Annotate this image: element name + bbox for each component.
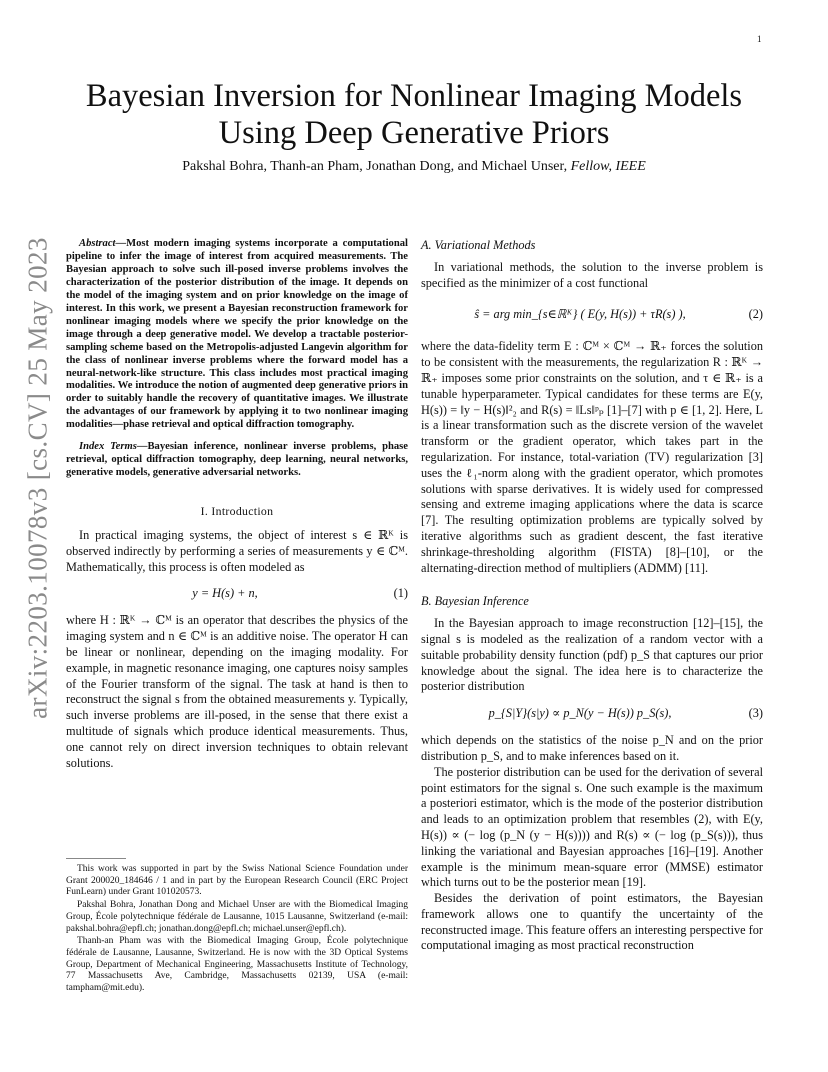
page-number: 1 xyxy=(757,34,762,44)
index-terms-text: —Bayesian inference, nonlinear inverse problems, phase retrieval, optical diffraction tomography, deep learning, neural networks, generative models, generative adversarial networks. xyxy=(66,441,409,479)
arxiv-watermark xyxy=(14,237,62,719)
equation-3-expression: p_{S|Y}(s|y) ∝ p_N(y − H(s)) p_S(s), xyxy=(488,706,672,721)
equation-2-expression: ŝ = arg min_{s∈ℝᴷ} ( E(y, H(s)) + τR(s) ), xyxy=(474,307,686,322)
right-column xyxy=(421,238,763,954)
equation-2-number: (2) xyxy=(748,307,763,322)
author-list xyxy=(66,159,762,175)
subsection-heading-bayesian: B. Bayesian Inference xyxy=(421,594,529,609)
equation-1-expression: y = H(s) + n, xyxy=(192,586,258,601)
section-heading-introduction: I. Introduction xyxy=(200,504,274,519)
author-fellow: Fellow, IEEE xyxy=(570,159,646,174)
footnote-affiliation-1: Pakshal Bohra, Jonathan Dong and Michael Unser are with the Biomedical Imaging Group, École polytechnique fédérale de Lausanne, 1015 Lausanne, Switzerland (e-mail: pakshal.bohra@epfl.ch; jonathan.dong@epfl.ch; michael.unser@epfl.ch). xyxy=(66,900,408,934)
footnote-funding: This work was supported in part by the Swiss National Science Foundation under Grant 200020_184646 / 1 and in part by the European Research Council (ERC Project FunLearn) under Grant 101020573. xyxy=(66,864,408,898)
bayesian-paragraph-3: The posterior distribution can be used for the derivation of several point estimators for the signal s. One such example is the maximum a posteriori estimator, which is the mode of the posterior distribution and leads to an optimization problem that resembles (2), with E(y, H(s)) ∝ (− log (p_N (y − H(s)))) and R(s) ∝ (− log (p_S(s))), thus linking the variational and Bayesian approaches [16]–[19]. Another example is the minimum mean-square error (MMSE) estimator which turns out to be the posterior mean [19]. xyxy=(421,764,763,890)
bayesian-paragraph-1: In the Bayesian approach to image reconstruction [12]–[15], the signal s is modeled as the realization of a random vector with a suitable probability density function (pdf) p_S that captures our prior knowledge about the signal. The idea here is to characterize the posterior distribution xyxy=(421,616,763,694)
equation-1 xyxy=(66,582,408,606)
variational-paragraph-2: where the data-fidelity term E : ℂᴹ × ℂᴹ → ℝ₊ forces the solution to be consistent with the measurements, the regularization R : ℝᴷ → ℝ₊ imposes some prior constraints on the solution, and τ ∈ ℝ₊ is a tunable hyperparameter. Typical candidates for these terms are E(y, H(s)) = ‖y − H(s)‖²₂ and R(s) = ‖Ls‖ᵖₚ [1]–[7] with p ∈ [1, 2]. Here, L is a linear transformation such as the discrete version of the wavelet transform or the gradient operator, which takes part in the regularization. For instance, total-variation (TV) regularization [3] uses the ℓ₁-norm along with the gradient operator, which promotes solutions with sparse derivatives. It is widely used for compressed sensing and extreme imaging applications where the data is scarce [7]. The resulting optimization problems are typically solved by iterative algorithms such as gradient descent, the fast iterative shrinkage-thresholding algorithm (FISTA) [8]–[10], or the alternating-direction method of multipliers (ADMM) [11]. xyxy=(421,339,763,575)
equation-3-number: (3) xyxy=(748,706,763,721)
intro-paragraph-1: In practical imaging systems, the object of interest s ∈ ℝᴷ is observed indirectly by performing a series of measurements y ∈ ℂᴹ. Mathematically, this process is often modeled as xyxy=(66,527,408,574)
index-terms-label: Index Terms xyxy=(79,441,137,453)
abstract-label: Abstract xyxy=(79,238,116,249)
abstract-text: —Most modern imaging systems incorporate a computational pipeline to infer the image of interest from acquired measurements. The Bayesian approach to solve such ill-posed inverse problems involves the characterization of the posterior distribution of the image. It depends on the model of the imaging system and on prior knowledge on the image of interest. In this work, we present a Bayesian reconstruction framework for nonlinear imaging models where we specify the prior knowledge on the image through a deep generative model. We develop a tractable posterior-sampling scheme based on the Metropolis-adjusted Langevin algorithm for the class of nonlinear inverse problems where the forward model has a neural-network-like structure. This class includes most practical imaging modalities. We introduce the notion of augmented deep generative priors in order to suitably handle the recovery of quantitative images. We illustrate the advantages of our framework by applying it to two nonlinear imaging modalities—phase retrieval and optical diffraction tomography. xyxy=(66,238,408,431)
bayesian-paragraph-4: Besides the derivation of point estimators, the Bayesian framework allows one to quantify the uncertainty of the reconstructed image. This feature offers an interesting perspective for computational imaging as most practical reconstruction xyxy=(421,891,764,953)
abstract xyxy=(66,238,408,432)
title-line-1: Bayesian Inversion for Nonlinear Imaging Models xyxy=(85,78,743,114)
footnote-rule xyxy=(66,858,126,859)
footnotes xyxy=(66,864,408,996)
variational-paragraph-1: In variational methods, the solution to the inverse problem is specified as the minimizer of a cost functional xyxy=(421,259,763,290)
equation-3 xyxy=(421,702,763,726)
intro-paragraph-2: where H : ℝᴷ → ℂᴹ is an operator that describes the physics of the imaging system and n ∈ ℂᴹ is an additive noise. The operator H can be linear or nonlinear, depending on the imaging modality. For example, in magnetic resonance imaging, one captures noisy samples of the Fourier transform of the signal. The task at hand is then to reconstruct the signal s from the obtained measurements y. Typically, such inverse problems are ill-posed, in the sense that there exist a multitude of signals which produce identical measurements. Thus, one cannot rely on direct inversion techniques to obtain relevant solutions. xyxy=(66,613,408,770)
author-names: Pakshal Bohra, Thanh-an Pham, Jonathan Dong, and Michael Unser, xyxy=(182,159,568,174)
index-terms xyxy=(66,441,408,480)
arxiv-identifier[interactable]: arXiv:2203.10078v3 [cs.CV] 25 May 2023 xyxy=(22,237,53,719)
title-line-2: Using Deep Generative Priors xyxy=(218,115,610,151)
subsection-heading-variational: A. Variational Methods xyxy=(421,238,536,252)
paper-title xyxy=(66,78,762,152)
equation-2 xyxy=(421,298,763,332)
left-column xyxy=(66,238,408,771)
footnote-affiliation-2: Thanh-an Pham was with the Biomedical Imaging Group, École polytechnique fédérale de Lausanne, Lausanne, Switzerland. He is now with the 3D Optical Systems Group, Department of Mechanical Engineering, Massachusetts Institute of Technology, 77 Massachusetts Ave, Cambridge, Massachusetts 02139, USA (e-mail: tampham@mit.edu). xyxy=(66,936,408,994)
equation-1-number: (1) xyxy=(393,586,408,601)
bayesian-paragraph-2: which depends on the statistics of the noise p_N and on the prior distribution p_S, and to make inferences based on it. xyxy=(421,733,763,763)
